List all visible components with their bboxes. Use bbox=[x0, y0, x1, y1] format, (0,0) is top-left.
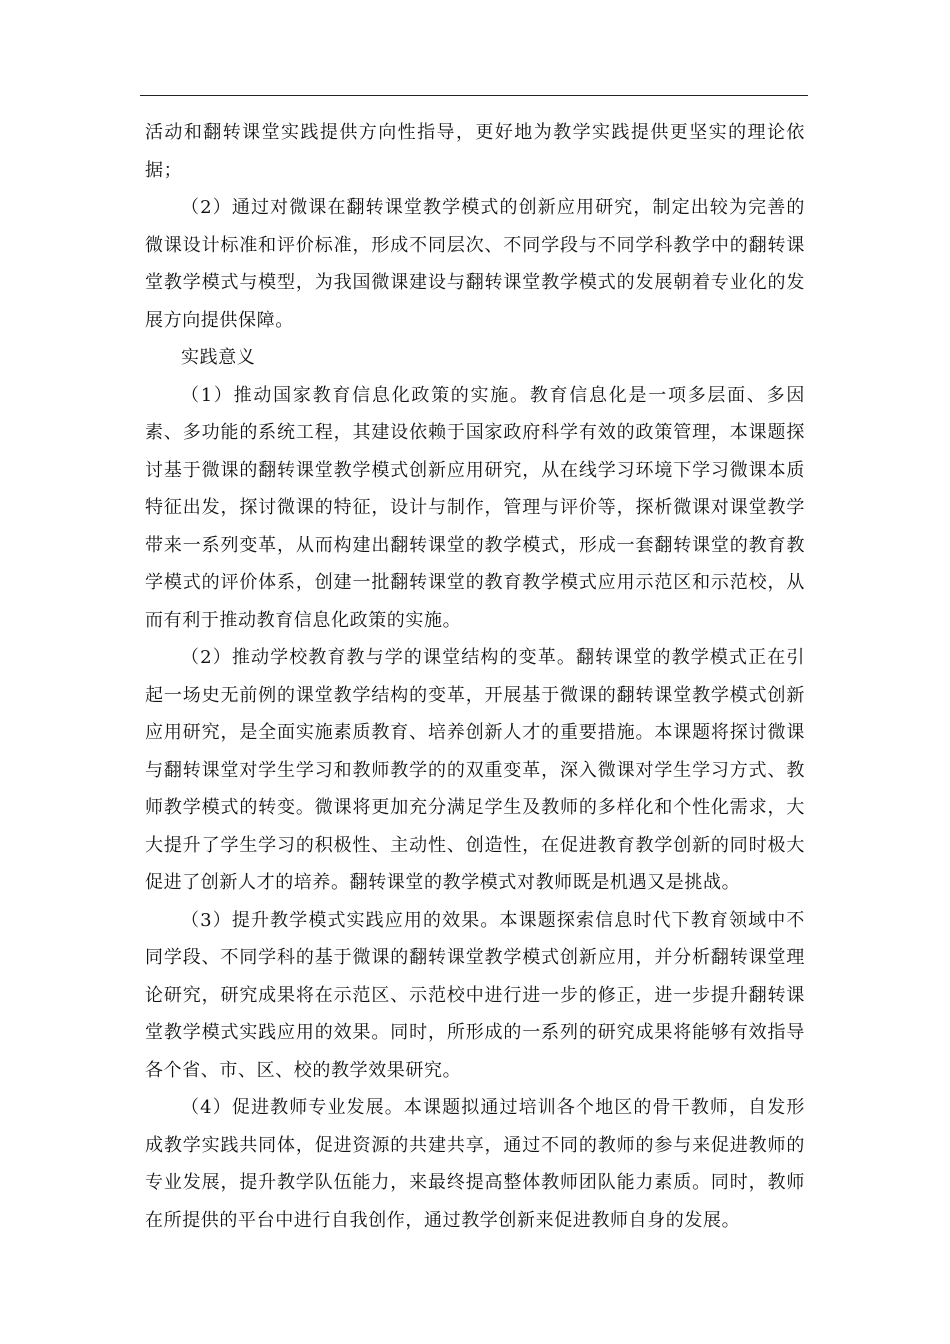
paragraph-practice-point-2: （2）推动学校教育教与学的课堂结构的变革。翻转课堂的教学模式正在引起一场史无前例的课堂教学结构的变革，开展基于微课的翻转课堂教学模式创新应用研究，是全面实施素质教育、培养创新人才的重要措施。本课题将探讨微课与翻转课堂对学生学习和教师教学的的双重变革，深入微课对学生学习方式、教师教学模式的转变。微课将更加充分满足学生及教师的多样化和个性化需求，大大提升了学生学习的积极性、主动性、创造性，在促进教育教学创新的同时极大促进了创新人才的培养。翻转课堂的教学模式对教师既是机遇又是挑战。 bbox=[145, 647, 805, 893]
paragraph-practice-point-4: （4）促进教师专业发展。本课题拟通过培训各个地区的骨干教师，自发形成教学实践共同体，促进资源的共建共享，通过不同的教师的参与来促进教师的专业发展，提升教学队伍能力，来最终提高整体教师团队能力素质。同时，教师在所提供的平台中进行自我创作，通过教学创新来促进教师自身的发展。 bbox=[145, 1097, 805, 1231]
paragraph-practice-point-3: （3）提升教学模式实践应用的效果。本课题探索信息时代下教育领域中不同学段、不同学科的基于微课的翻转课堂教学模式创新应用，并分析翻转课堂理论研究，研究成果将在示范区、示范校中进行进一步的修正，进一步提升翻转课堂教学模式实践应用的效果。同时，所形成的一系列的研究成果将能够有效指导各个省、市、区、校的教学效果研究。 bbox=[145, 909, 805, 1081]
paragraph-theory-point-2: （2）通过对微课在翻转课堂教学模式的创新应用研究，制定出较为完善的微课设计标准和评价标准，形成不同层次、不同学段与不同学科教学中的翻转课堂教学模式与模型，为我国微课建设与翻转课堂教学模式的发展朝着专业化的发展方向提供保障。 bbox=[145, 197, 805, 331]
paragraph-practice-point-1: （1）推动国家教育信息化政策的实施。教育信息化是一项多层面、多因素、多功能的系统工程，其建设依赖于国家政府科学有效的政策管理，本课题探讨基于微课的翻转课堂教学模式创新应用研究，从在线学习环境下学习微课本质特征出发，探讨微课的特征，设计与制作，管理与评价等，探析微课对课堂教学带来一系列变革，从而构建出翻转课堂的教学模式，形成一套翻转课堂的教育教学模式的评价体系，创建一批翻转课堂的教育教学模式应用示范区和示范校，从而有利于推动教育信息化政策的实施。 bbox=[145, 384, 805, 631]
header-rule bbox=[140, 95, 808, 96]
document-body bbox=[145, 114, 805, 1239]
paragraph-continuation: 活动和翻转课堂实践提供方向性指导，更好地为教学实践提供更坚实的理论依据； bbox=[145, 122, 805, 181]
section-heading-practice-significance: 实践意义 bbox=[181, 347, 256, 368]
